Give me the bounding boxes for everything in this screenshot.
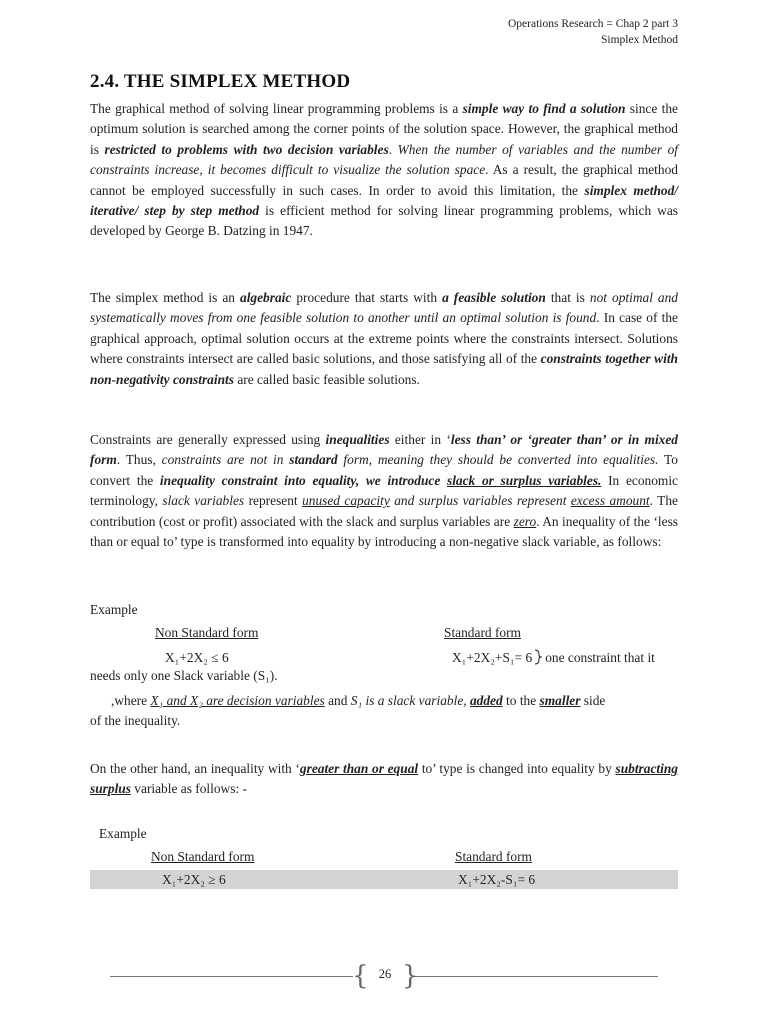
text-run: either in ‘ xyxy=(389,432,451,447)
emphasis-text: inequality constraint into equality, we introduce xyxy=(159,472,447,488)
column-header-nonstandard: Non Standard form xyxy=(155,625,259,640)
emphasis-underlined-text: greater than or equal xyxy=(299,761,419,776)
italic-underlined-text: unused capacity xyxy=(302,493,390,509)
example-label: Example xyxy=(90,602,138,617)
text-run: . In case of the graphical approach, optimal solution occurs at the extreme points where the constraints intersect. Solutions where constraints intersect are called basic solutions, and those satisfying all of the xyxy=(90,310,679,367)
text-run: and xyxy=(324,693,351,708)
emphasis-underlined-text: smaller xyxy=(539,693,581,708)
emphasis-text: restricted to problems with two decision variables xyxy=(104,141,389,157)
note-text: one constraint that it xyxy=(545,650,655,665)
text-run: represent xyxy=(244,493,303,509)
emphasis-text: standard xyxy=(289,452,338,468)
nonstandard-constraint: X₁+2X₂ ≤ 6 xyxy=(165,650,229,665)
running-header xyxy=(508,16,678,48)
text-run: Constraints are generally expressed using xyxy=(90,432,326,447)
paragraph-surplus xyxy=(90,759,678,800)
italic-text: form, meaning they should be converted into equalities. xyxy=(337,452,659,468)
equation-text: X₁+2X₂+S₁= 6 xyxy=(452,650,533,665)
footer-rule-left xyxy=(110,976,353,977)
column-header-standard: Standard form xyxy=(455,849,532,864)
nonstandard-constraint: X₁+2X₂ ≥ 6 xyxy=(162,872,226,887)
left-brace-icon: { xyxy=(352,961,369,991)
text-run: In economic terminology, xyxy=(90,472,678,509)
text-run: ,where xyxy=(111,693,151,708)
italic-underlined-text: zero xyxy=(513,513,537,529)
italic-text: When the number of variables and the number of constraints increase, it becomes difficult to visualize the solution space xyxy=(90,141,679,178)
emphasis-text: algebraic xyxy=(240,290,292,305)
curly-brace-icon xyxy=(534,649,543,665)
text-run: To convert the xyxy=(90,452,678,488)
text-run: is efficient method for solving linear programming problems, which was developed by George B. Datzing in 1947. xyxy=(90,203,678,239)
text-run: . Thus, xyxy=(116,452,162,468)
example-label: Example xyxy=(99,826,147,841)
right-brace-icon: } xyxy=(402,961,419,991)
paragraph-constraints xyxy=(90,430,678,552)
footer-rule-right xyxy=(415,976,658,977)
running-header-course: Operations Research = Chap 2 part 3 xyxy=(508,18,678,30)
running-header-topic: Simplex Method xyxy=(601,34,678,46)
text-run: that is xyxy=(545,290,590,305)
italic-text: slack variables xyxy=(162,493,245,509)
italic-underlined-text: X₁ and X₂ are decision variables xyxy=(150,693,325,708)
text-run: The graphical method of solving linear programming problems is a xyxy=(90,101,463,116)
text-run: The simplex method is an xyxy=(90,290,240,305)
text-run: to’ type is changed into equality by xyxy=(418,761,616,776)
text-run: variable as follows: - xyxy=(130,781,247,797)
emphasis-underlined-text: slack or surplus variables. xyxy=(446,472,602,488)
text-run: since the optimum solution is searched among the corner points of the solution space. However, the graphical method is xyxy=(90,101,678,157)
paragraph-simplex-procedure xyxy=(90,288,678,390)
standard-constraint: X₁+2X₂-S₁= 6 xyxy=(458,872,536,887)
emphasis-text: inequalities xyxy=(325,432,390,447)
text-run: . The contribution (cost or profit) associated with the slack and surplus variables are xyxy=(90,493,678,529)
text-run: . An inequality of the ‘less than or equal to’ type is transformed into equality by introducing a non-negative slack variable, as follows: xyxy=(90,513,678,550)
emphasis-text: a feasible solution xyxy=(442,290,546,305)
italic-text: constraints are not in xyxy=(161,452,290,468)
slack-note: needs only one Slack variable (S₁). xyxy=(90,668,278,683)
text-run: . As a result, the graphical method cannot be employed successfully in such cases. In order to avoid this limitation, the xyxy=(90,162,678,198)
variable-explanation-end: of the inequality. xyxy=(90,713,181,728)
emphasis-underlined-text: added xyxy=(469,693,503,708)
text-run: side xyxy=(580,693,606,708)
column-header-standard: Standard form xyxy=(444,625,521,640)
text-run: . xyxy=(388,141,398,157)
page-number: 26 xyxy=(378,967,392,981)
italic-underlined-text: excess amount xyxy=(570,493,650,509)
paragraph-graphical-method xyxy=(90,99,678,242)
text-run: are called basic feasible solutions. xyxy=(233,371,420,387)
italic-text: and surplus variables represent xyxy=(389,493,571,509)
text-run: to the xyxy=(502,693,540,708)
text-run: procedure that starts with xyxy=(291,290,443,305)
emphasis-text: constraints together with non-negativity constraints xyxy=(90,351,678,387)
emphasis-text: less than’ or ‘greater than’ or in mixed form xyxy=(90,432,678,468)
italic-text: S₁ is a slack variable, xyxy=(350,693,470,708)
section-title: 2.4. THE SIMPLEX METHOD xyxy=(90,71,351,92)
standard-constraint xyxy=(452,648,655,668)
emphasis-text: simple way to find a solution xyxy=(462,101,626,116)
emphasis-text: simplex method/ iterative/ step by step method xyxy=(90,182,678,219)
column-header-nonstandard: Non Standard form xyxy=(151,849,255,864)
italic-text: not optimal and systematically moves from one feasible solution to another until an optimal solution is found xyxy=(90,290,679,326)
emphasis-underlined-text: subtracting surplus xyxy=(90,761,678,797)
text-run: On the other hand, an inequality with ‘ xyxy=(90,761,300,776)
variable-explanation xyxy=(111,691,605,711)
